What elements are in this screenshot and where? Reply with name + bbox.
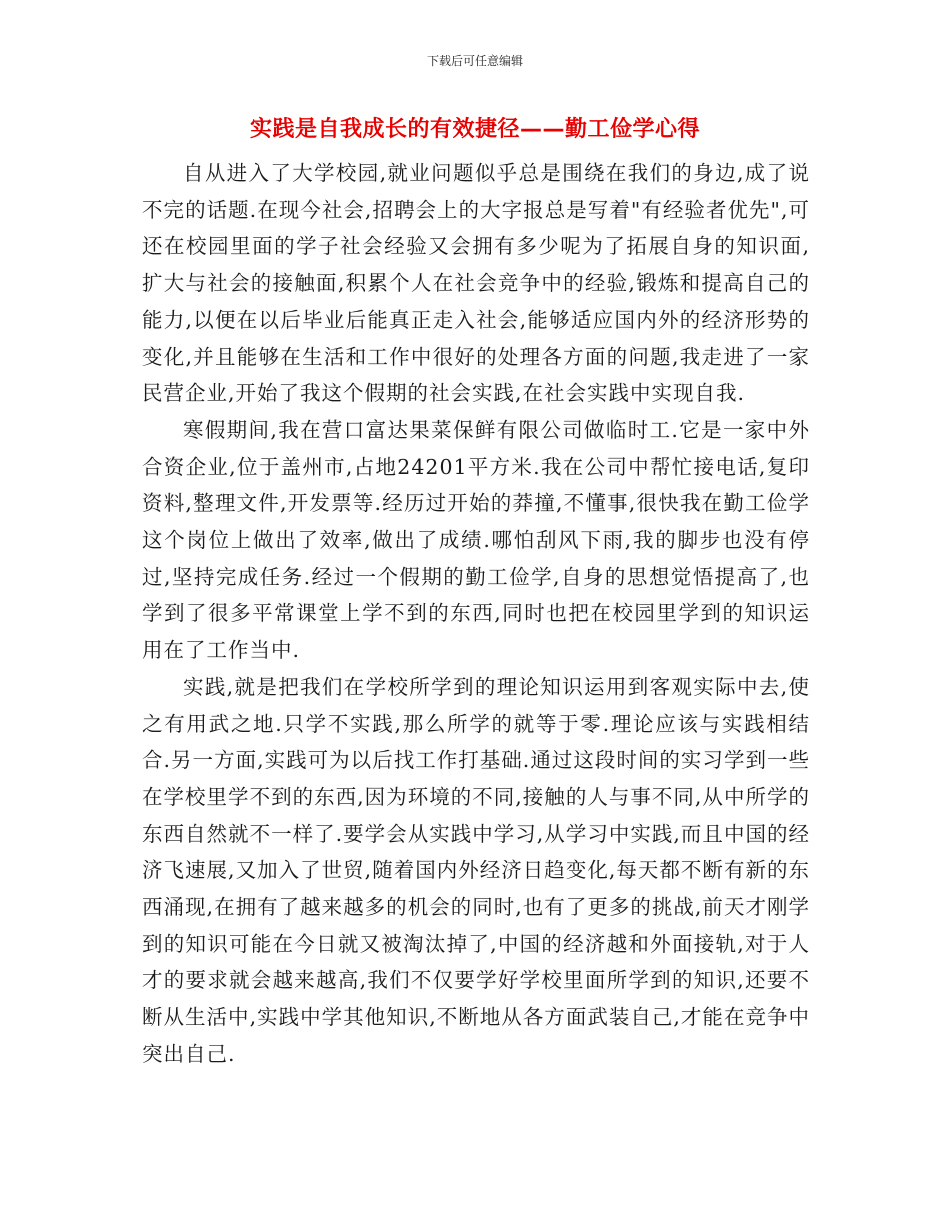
document-title: 实践是自我成长的有效捷径——勤工俭学心得 xyxy=(249,117,700,142)
paragraph-practice: 实践,就是把我们在学校所学到的理论知识运用到客观实际中去,使之有用武之地.只学不实践,那么所学的就等于零.理论应该与实践相结合.另一方面,实践可为以后找工作打基础.通过这段时间的实习学到一些在学校里学不到的东西,因为环境的不同,接触的人与事不同,从中所学的东西自然就不一样了.要学会从实践中学习,从学习中实践,而且中国的经济飞速展,又加入了世贸,随着国内外经济日趋变化,每天都不断有新的东西涌现,在拥有了越来越多的机会的同时,也有了更多的挑战,前天才刚学到的知识可能在今日就又被淘汰掉了,中国的经济越和外面接轨,对于人才的要求就会越来越高,我们不仅要学好学校里面所学到的知识,还要不断从生活中,实践中学其他知识,不断地从各方面武装自己,才能在竞争中突出自己. xyxy=(142,674,810,1066)
paragraph-intro: 自从进入了大学校园,就业问题似乎总是围绕在我们的身边,成了说不完的话题.在现今社会,招聘会上的大字报总是写着"有经验者优先",可还在校园里面的学子社会经验又会拥有多少呢为了拓展自身的知识面,扩大与社会的接触面,积累个人在社会竞争中的经验,锻炼和提高自己的能力,以便在以后毕业后能真正走入社会,能够适应国内外的经济形势的变化,并且能够在生活和工作中很好的处理各方面的问题,我走进了一家民营企业,开始了我这个假期的社会实践,在社会实践中实现自我. xyxy=(142,161,810,406)
document-body xyxy=(142,155,810,1073)
paragraph-winter-job: 寒假期间,我在营口富达果菜保鲜有限公司做临时工.它是一家中外合资企业,位于盖州市,占地24201平方米.我在公司中帮忙接电话,复印资料,整理文件,开发票等.经历过开始的莽撞,不懂事,很快我在勤工俭学这个岗位上做出了效率,做出了成绩.哪怕刮风下雨,我的脚步也没有停过,坚持完成任务.经过一个假期的勤工俭学,自身的思想觉悟提高了,也学到了很多平常课堂上学不到的东西,同时也把在校园里学到的知识运用在了工作当中. xyxy=(142,417,810,663)
header-note: 下载后可任意编辑 xyxy=(426,54,523,68)
